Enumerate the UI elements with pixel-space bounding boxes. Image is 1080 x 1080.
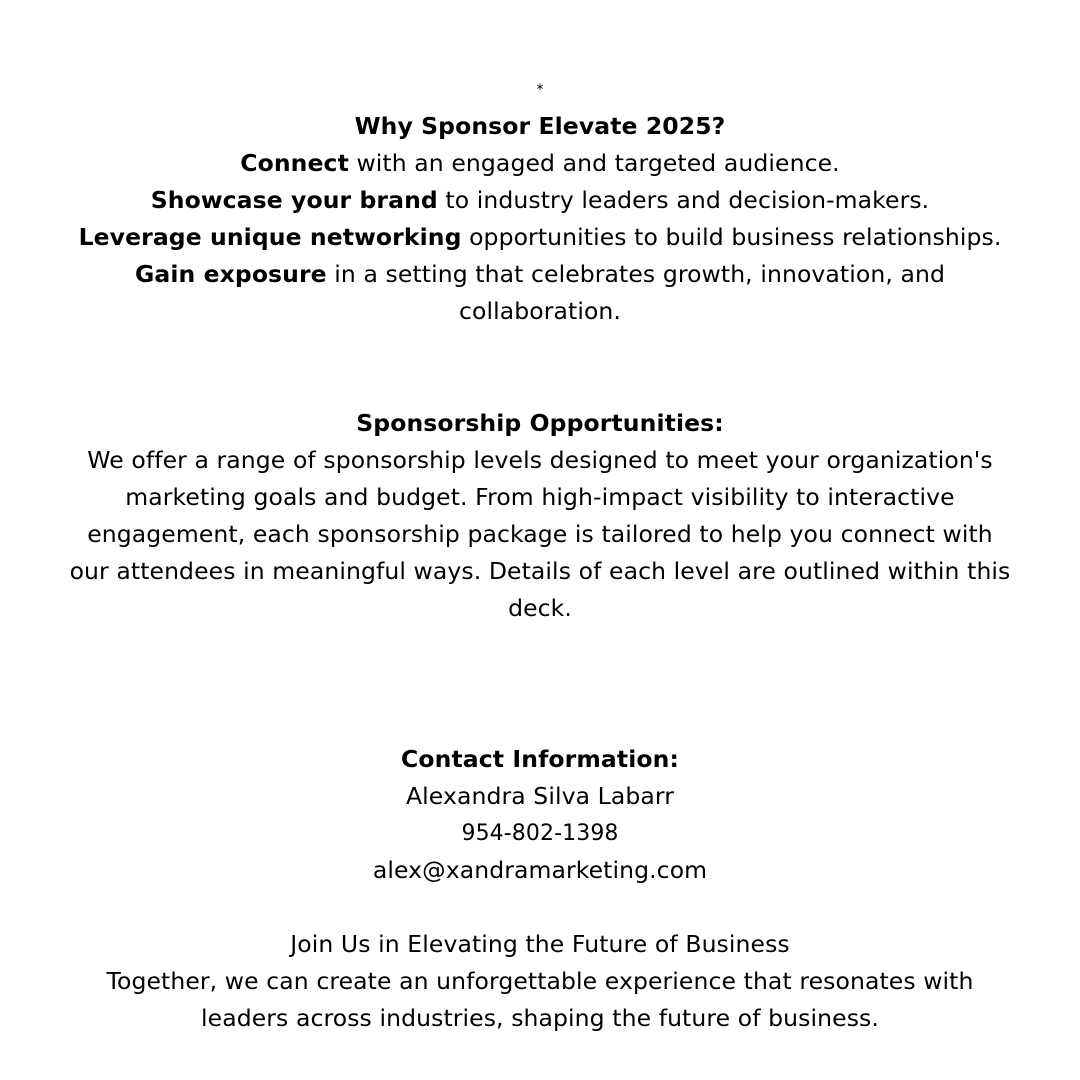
benefit-connect-text: with an engaged and targeted audience. bbox=[348, 149, 840, 177]
asterisk-marker: * bbox=[536, 82, 544, 98]
contact-name: Alexandra Silva Labarr bbox=[406, 782, 674, 810]
benefit-showcase-text: to industry leaders and decision-makers. bbox=[437, 186, 930, 214]
why-sponsor-heading: Why Sponsor Elevate 2025? bbox=[354, 112, 726, 140]
benefit-connect bbox=[0, 145, 1080, 182]
contact-information-section bbox=[0, 741, 1080, 889]
join-line: Together, we can create an unforgettable experience that resonates with bbox=[106, 967, 974, 995]
contact-heading: Contact Information: bbox=[401, 745, 679, 773]
join-title: Join Us in Elevating the Future of Business bbox=[290, 930, 790, 958]
sponsorship-heading: Sponsorship Opportunities: bbox=[356, 409, 724, 437]
sponsorship-line: our attendees in meaningful ways. Details of each level are outlined within this bbox=[69, 557, 1011, 585]
benefit-showcase bbox=[0, 182, 1080, 219]
benefit-exposure-continuation: collaboration. bbox=[459, 297, 621, 325]
benefit-exposure-bold: Gain exposure bbox=[134, 260, 327, 288]
benefit-exposure bbox=[0, 256, 1080, 293]
benefit-showcase-bold: Showcase your brand bbox=[150, 186, 438, 214]
sponsorship-line: deck. bbox=[508, 594, 572, 622]
benefit-networking-bold: Leverage unique networking bbox=[78, 223, 462, 251]
contact-email: alex@xandramarketing.com bbox=[372, 856, 708, 884]
sponsorship-line: engagement, each sponsorship package is tailored to help you connect with bbox=[87, 520, 993, 548]
contact-phone: 954-802-1398 bbox=[461, 821, 619, 846]
sponsorship-opportunities-section bbox=[0, 405, 1080, 627]
why-sponsor-section bbox=[0, 108, 1080, 330]
benefit-networking bbox=[0, 219, 1080, 256]
join-us-section bbox=[0, 926, 1080, 1037]
benefit-networking-text: opportunities to build business relationships. bbox=[461, 223, 1002, 251]
benefit-connect-bold: Connect bbox=[240, 149, 349, 177]
benefit-exposure-text: in a setting that celebrates growth, innovation, and bbox=[326, 260, 945, 288]
sponsorship-line: marketing goals and budget. From high-impact visibility to interactive bbox=[125, 483, 955, 511]
join-line: leaders across industries, shaping the future of business. bbox=[201, 1004, 879, 1032]
sponsorship-line: We offer a range of sponsorship levels designed to meet your organization's bbox=[87, 446, 993, 474]
